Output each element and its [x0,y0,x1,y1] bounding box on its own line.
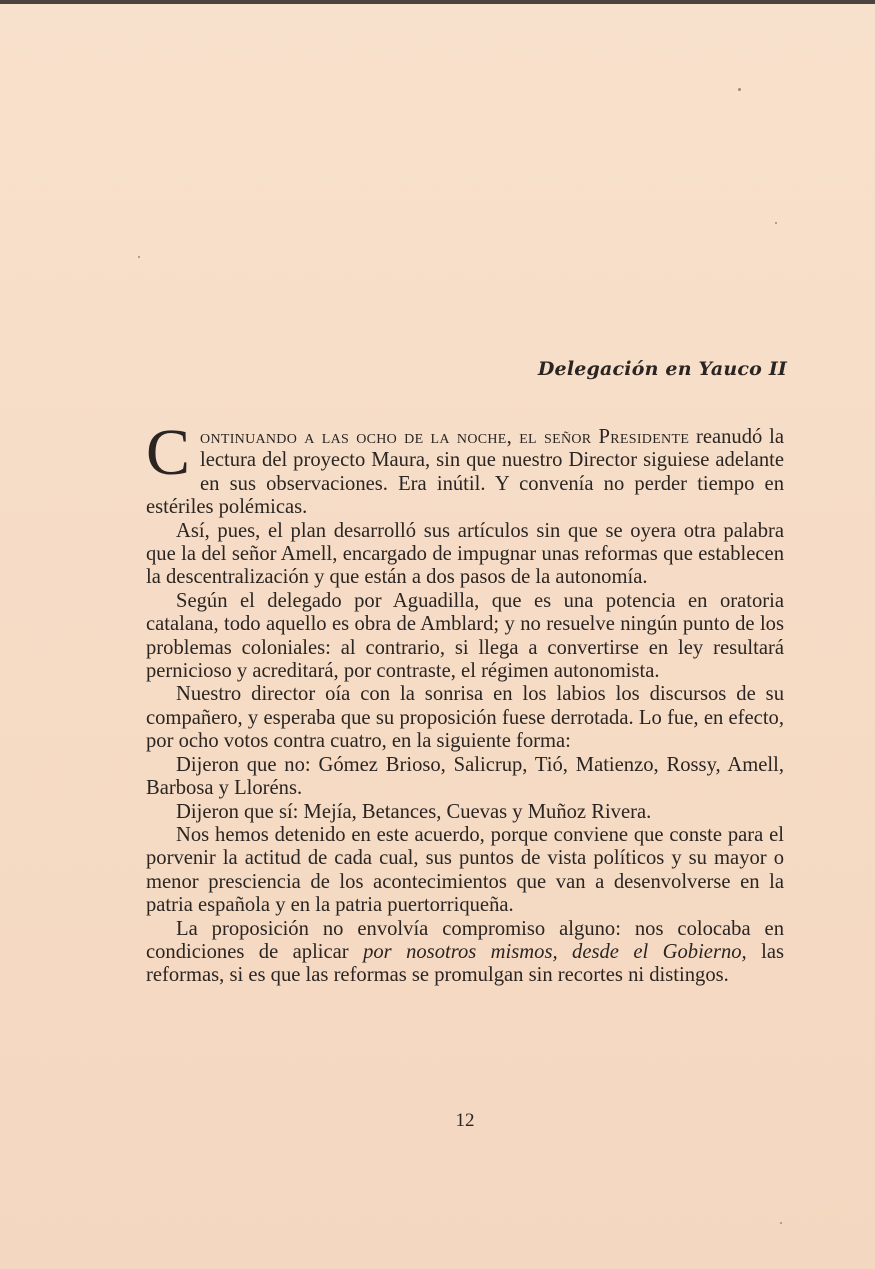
paragraph-3: Según el delegado por Aguadilla, que es una potencia en oratoria catalana, todo aquello es obra de Amblard; y no resuelve ningún punto de los problemas coloniales: al contrario, si llega a convertirse en ley resultará pernicioso y acreditará, por contraste, el régimen autonomista. [146,589,784,683]
paper-speck [738,88,741,91]
body-text [146,416,784,988]
opening-small-caps: ontinuando a las ocho de la noche, el señor Presidente [200,426,690,448]
paragraph-1-text: reanudó la lectura del proyecto Maura, sin que nuestro Director siguiese adelante en sus observaciones. Era inútil. Y convenía no perder tiempo en estériles polémicas. [146,426,784,519]
paragraph-6: Dijeron que sí: Mejía, Betances, Cuevas y Muñoz Rivera. [176,800,652,823]
paragraph-8 [146,918,784,988]
paper-speck [138,256,140,258]
paragraph-8-text-b: las reformas, si es que las reformas se promulgan sin recortes ni distingos. [146,940,784,987]
page-top-edge [0,0,875,4]
drop-cap: C [146,416,191,489]
page-number: 12 [455,1110,475,1131]
paragraph-5: Dijeron que no: Gómez Brioso, Salicrup, Tió, Matienzo, Rossy, Amell, Barbosa y Lloréns. [146,753,784,800]
paper-speck [775,222,777,224]
paragraph-8-text-a: La proposición no envolvía compromiso alguno: nos colocaba en condiciones de aplicar [146,917,784,963]
paragraph-1 [146,416,784,520]
paragraph-7: Nos hemos detenido en este acuerdo, porque conviene que conste para el porvenir la actitud de cada cual, sus puntos de vista políticos y su mayor o menor presciencia de los acontecimientos que van a desenvolverse en la patria española y en la patria puertorriqueña. [146,823,784,917]
paper-speck [780,1222,782,1224]
paragraph-2: Así, pues, el plan desarrolló sus artículos sin que se oyera otra palabra que la del señor Amell, encargado de impugnar unas reformas que establecen la descentralización y que están a dos pasos de la autonomía. [146,519,784,589]
paragraph-4: Nuestro director oía con la sonrisa en los labios los discursos de su compañero, y esperaba que su proposición fuese derrotada. Lo fue, en efecto, por ocho votos contra cuatro, en la siguiente forma: [146,683,784,753]
paragraph-8-italic: por nosotros mismos, desde el Gobierno, [363,940,747,963]
section-title: Delegación en Yauco II [537,358,787,380]
